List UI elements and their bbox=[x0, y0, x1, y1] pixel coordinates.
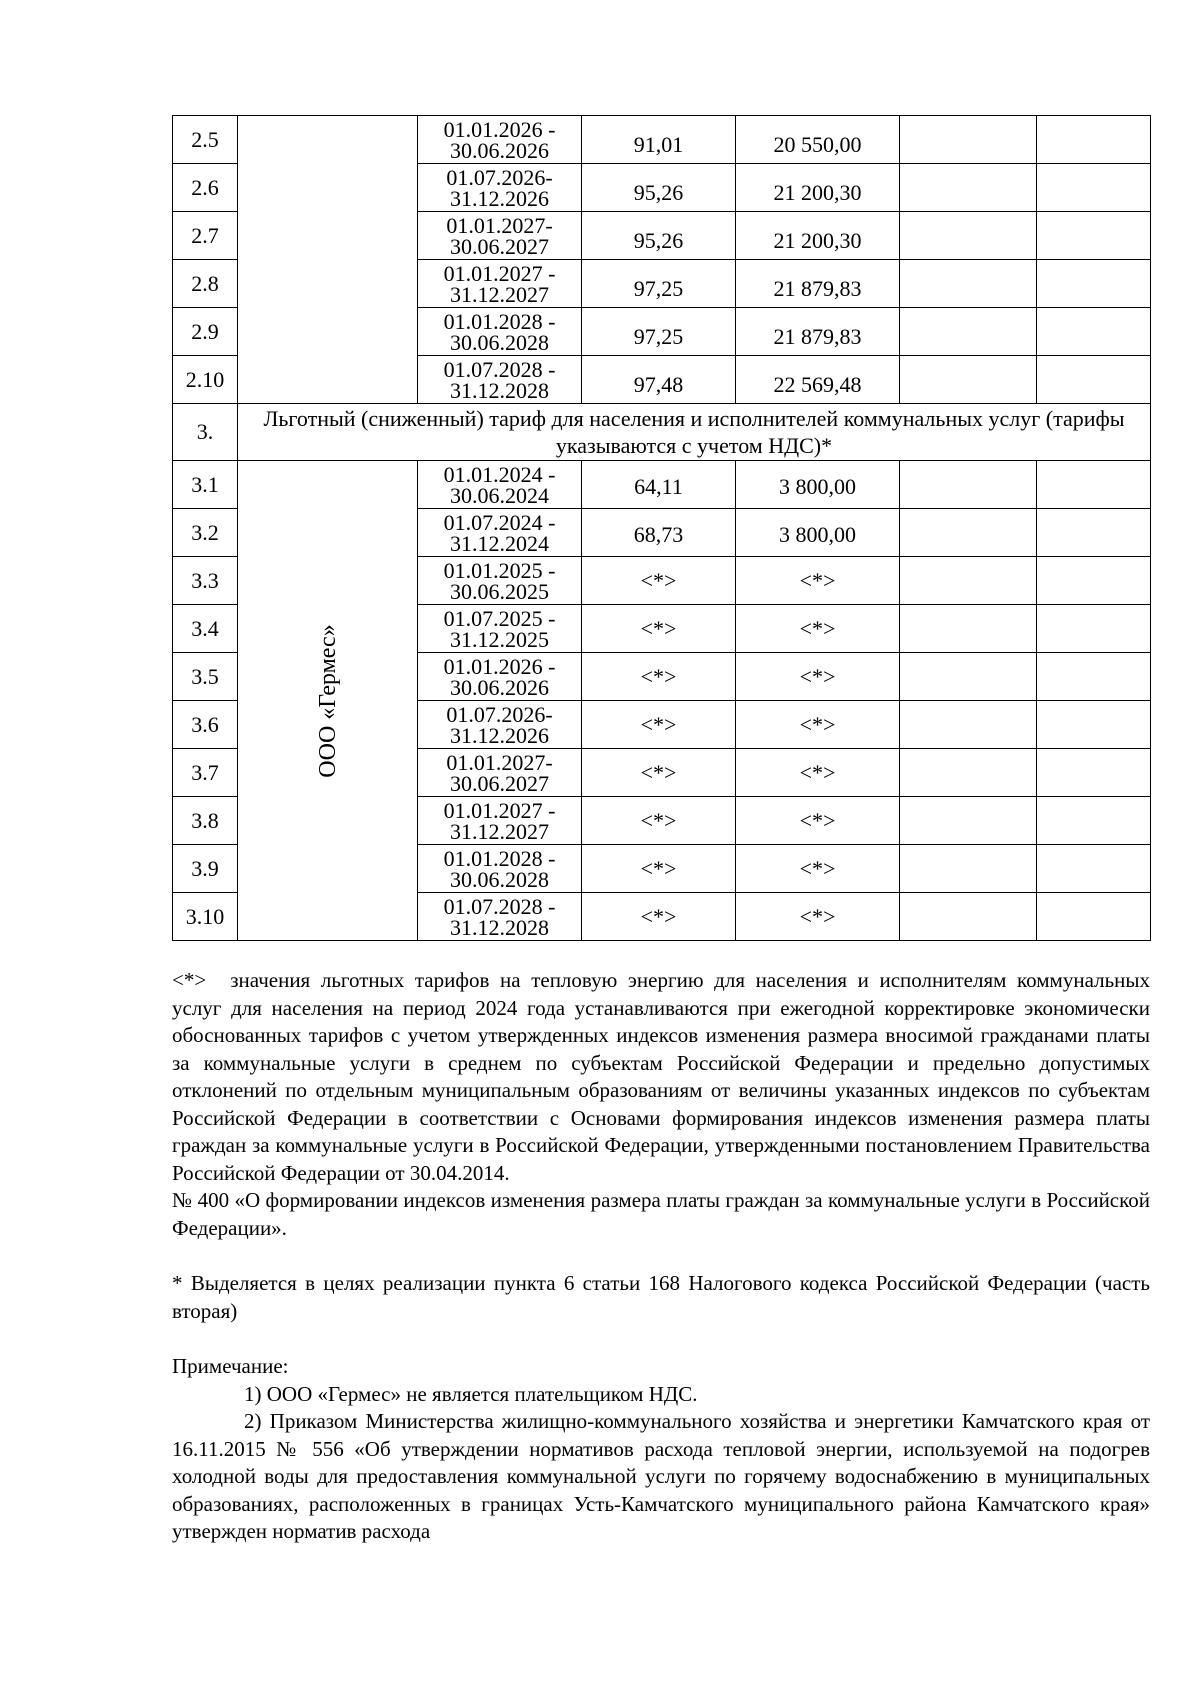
footnote-star-continuation: № 400 «О формировании индексов изменения размера платы граждан за коммунальные услуги в Российской Федерации». bbox=[172, 1188, 1150, 1240]
empty-cell bbox=[1037, 605, 1151, 653]
period-end: 31.12.2028 bbox=[450, 377, 549, 403]
period-start: 01.01.2026 - bbox=[443, 116, 556, 142]
period-start: 01.01.2027- bbox=[446, 212, 553, 238]
rate-cell: <*> bbox=[582, 749, 736, 797]
remark-item-1: 1) ООО «Гермес» не является плательщиком НДС. bbox=[244, 1381, 698, 1406]
period-start: 01.07.2024 - bbox=[443, 509, 556, 535]
rate-cell: 97,25 bbox=[582, 308, 736, 356]
table-row bbox=[173, 116, 1151, 164]
empty-cell bbox=[900, 701, 1037, 749]
empty-cell bbox=[1037, 116, 1151, 164]
volume-cell: <*> bbox=[736, 605, 900, 653]
empty-cell bbox=[1037, 164, 1151, 212]
remark-item-2: 2) Приказом Министерства жилищно-коммунального хозяйства и энергетики Камчатского края от 16.11.2015 № 556 «Об утверждении нормативов расхода тепловой энергии, используемой на подогрев холодной воды для предоставления коммунальной услуги по горячему водоснабжению в муниципальных образованиях, расположенных в границах Усть-Камчатского муниципального района Камчатского края» утвержден норматив расхода bbox=[172, 1409, 1150, 1543]
volume-cell: <*> bbox=[736, 653, 900, 701]
period-cell bbox=[418, 509, 582, 557]
period-end: 30.06.2025 bbox=[450, 578, 549, 604]
period-cell bbox=[418, 260, 582, 308]
period-cell bbox=[418, 701, 582, 749]
row-number: 3.6 bbox=[173, 701, 238, 749]
empty-cell bbox=[900, 509, 1037, 557]
tariff-table-body bbox=[173, 116, 1151, 941]
empty-cell bbox=[900, 164, 1037, 212]
period-cell bbox=[418, 893, 582, 941]
row-number: 2.10 bbox=[173, 356, 238, 404]
row-number: 3.7 bbox=[173, 749, 238, 797]
empty-cell bbox=[900, 356, 1037, 404]
row-number: 2.7 bbox=[173, 212, 238, 260]
row-number: 3.10 bbox=[173, 893, 238, 941]
rate-cell: 97,48 bbox=[582, 356, 736, 404]
period-start: 01.07.2026- bbox=[446, 164, 553, 190]
row-number: 3.3 bbox=[173, 557, 238, 605]
rate-cell: 68,73 bbox=[582, 509, 736, 557]
period-end: 31.12.2027 bbox=[450, 281, 549, 307]
volume-cell: 21 200,30 bbox=[736, 212, 900, 260]
section-title: Льготный (сниженный) тариф для населения и исполнителей коммунальных услуг (тарифы указываются с учетом НДС)* bbox=[238, 404, 1151, 461]
period-cell bbox=[418, 212, 582, 260]
section-header-row bbox=[173, 404, 1151, 461]
empty-cell bbox=[900, 893, 1037, 941]
volume-cell: <*> bbox=[736, 893, 900, 941]
period-cell bbox=[418, 164, 582, 212]
row-number: 3.5 bbox=[173, 653, 238, 701]
period-end: 30.06.2028 bbox=[450, 329, 549, 355]
row-number: 3.2 bbox=[173, 509, 238, 557]
rate-cell: 64,11 bbox=[582, 461, 736, 509]
section-number: 3. bbox=[173, 404, 238, 461]
volume-cell: <*> bbox=[736, 845, 900, 893]
volume-cell: <*> bbox=[736, 701, 900, 749]
period-cell bbox=[418, 116, 582, 164]
period-start: 01.01.2025 - bbox=[443, 557, 556, 583]
period-start: 01.07.2026- bbox=[446, 701, 553, 727]
row-number: 2.5 bbox=[173, 116, 238, 164]
period-cell bbox=[418, 605, 582, 653]
vat-footnote: * Выделяется в целях реализации пункта 6 статьи 168 Налогового кодекса Российской Федерации (часть вторая) bbox=[172, 1271, 1150, 1323]
empty-cell bbox=[900, 749, 1037, 797]
empty-cell bbox=[900, 557, 1037, 605]
period-start: 01.01.2027 - bbox=[443, 260, 556, 286]
row-number: 2.8 bbox=[173, 260, 238, 308]
rate-cell: <*> bbox=[582, 653, 736, 701]
empty-cell bbox=[1037, 308, 1151, 356]
empty-cell bbox=[1037, 509, 1151, 557]
period-cell bbox=[418, 557, 582, 605]
row-number: 2.6 bbox=[173, 164, 238, 212]
empty-cell bbox=[900, 605, 1037, 653]
volume-cell: 20 550,00 bbox=[736, 116, 900, 164]
empty-cell bbox=[900, 845, 1037, 893]
period-end: 30.06.2027 bbox=[450, 233, 549, 259]
period-end: 30.06.2027 bbox=[450, 770, 549, 796]
period-cell bbox=[418, 356, 582, 404]
org-cell bbox=[238, 461, 418, 941]
rate-cell: <*> bbox=[582, 845, 736, 893]
row-number: 2.9 bbox=[173, 308, 238, 356]
footnote-star bbox=[172, 967, 1150, 1187]
empty-cell bbox=[1037, 749, 1151, 797]
period-end: 30.06.2028 bbox=[450, 866, 549, 892]
row-number: 3.1 bbox=[173, 461, 238, 509]
rate-cell: <*> bbox=[582, 557, 736, 605]
row-number: 3.4 bbox=[173, 605, 238, 653]
period-end: 31.12.2026 bbox=[450, 722, 549, 748]
empty-cell bbox=[900, 116, 1037, 164]
row-number: 3.8 bbox=[173, 797, 238, 845]
rate-cell: <*> bbox=[582, 797, 736, 845]
empty-cell bbox=[1037, 893, 1151, 941]
rate-cell: 95,26 bbox=[582, 212, 736, 260]
period-cell bbox=[418, 308, 582, 356]
volume-cell: 22 569,48 bbox=[736, 356, 900, 404]
rate-cell: <*> bbox=[582, 893, 736, 941]
empty-cell bbox=[1037, 212, 1151, 260]
remarks-heading: Примечание: bbox=[172, 1354, 289, 1378]
empty-cell bbox=[900, 461, 1037, 509]
period-end: 30.06.2026 bbox=[450, 674, 549, 700]
empty-cell bbox=[900, 308, 1037, 356]
period-start: 01.07.2028 - bbox=[443, 356, 556, 382]
rate-cell: <*> bbox=[582, 701, 736, 749]
org-cell-section2 bbox=[238, 116, 418, 404]
empty-cell bbox=[1037, 356, 1151, 404]
volume-cell: 3 800,00 bbox=[736, 509, 900, 557]
empty-cell bbox=[900, 212, 1037, 260]
period-start: 01.07.2028 - bbox=[443, 893, 556, 919]
tariff-table bbox=[172, 115, 1151, 941]
empty-cell bbox=[1037, 701, 1151, 749]
volume-cell: 3 800,00 bbox=[736, 461, 900, 509]
empty-cell bbox=[900, 653, 1037, 701]
empty-cell bbox=[1037, 461, 1151, 509]
period-cell bbox=[418, 653, 582, 701]
empty-cell bbox=[1037, 260, 1151, 308]
period-start: 01.01.2024 - bbox=[443, 461, 556, 487]
empty-cell bbox=[1037, 653, 1151, 701]
rate-cell: 95,26 bbox=[582, 164, 736, 212]
volume-cell: 21 879,83 bbox=[736, 308, 900, 356]
empty-cell bbox=[1037, 797, 1151, 845]
period-cell bbox=[418, 797, 582, 845]
notes-block bbox=[172, 967, 1150, 1546]
rate-cell: 91,01 bbox=[582, 116, 736, 164]
period-cell bbox=[418, 845, 582, 893]
footnote-star-mark: <*> bbox=[172, 968, 207, 992]
period-start: 01.07.2025 - bbox=[443, 605, 556, 631]
rate-cell: <*> bbox=[582, 605, 736, 653]
rate-cell: 97,25 bbox=[582, 260, 736, 308]
period-end: 31.12.2028 bbox=[450, 914, 549, 940]
period-end: 31.12.2025 bbox=[450, 626, 549, 652]
period-cell bbox=[418, 749, 582, 797]
volume-cell: <*> bbox=[736, 749, 900, 797]
period-start: 01.01.2028 - bbox=[443, 308, 556, 334]
empty-cell bbox=[1037, 845, 1151, 893]
period-end: 30.06.2024 bbox=[450, 482, 549, 508]
volume-cell: 21 879,83 bbox=[736, 260, 900, 308]
volume-cell: <*> bbox=[736, 797, 900, 845]
period-end: 31.12.2027 bbox=[450, 818, 549, 844]
period-start: 01.01.2026 - bbox=[443, 653, 556, 679]
period-start: 01.01.2028 - bbox=[443, 845, 556, 871]
table-row bbox=[173, 461, 1151, 509]
period-end: 31.12.2024 bbox=[450, 530, 549, 556]
period-end: 31.12.2026 bbox=[450, 185, 549, 211]
empty-cell bbox=[900, 797, 1037, 845]
volume-cell: 21 200,30 bbox=[736, 164, 900, 212]
volume-cell: <*> bbox=[736, 557, 900, 605]
footnote-star-text: значения льготных тарифов на тепловую энергию для населения и исполнителям коммунальных услуг для населения на период 2024 года устанавливаются при ежегодной корректировке экономически обоснованных тарифов с учетом утвержденных индексов изменения размера вносимой гражданами платы за коммунальные услуги в среднем по субъектам Российской Федерации и предельно допустимых отклонений по отдельным муниципальным образованиям от величины указанных индексов по субъектам Российской Федерации в соответствии с Основами формирования индексов изменения размера платы граждан за коммунальные услуги в Российской Федерации, утвержденными постановлением Правительства Российской Федерации от 30.04.2014. bbox=[172, 968, 1150, 1185]
row-number: 3.9 bbox=[173, 845, 238, 893]
period-cell bbox=[418, 461, 582, 509]
period-start: 01.01.2027- bbox=[446, 749, 553, 775]
empty-cell bbox=[900, 260, 1037, 308]
org-name: ООО «Гермес» bbox=[314, 623, 341, 778]
empty-cell bbox=[1037, 557, 1151, 605]
period-end: 30.06.2026 bbox=[450, 137, 549, 163]
period-start: 01.01.2027 - bbox=[443, 797, 556, 823]
